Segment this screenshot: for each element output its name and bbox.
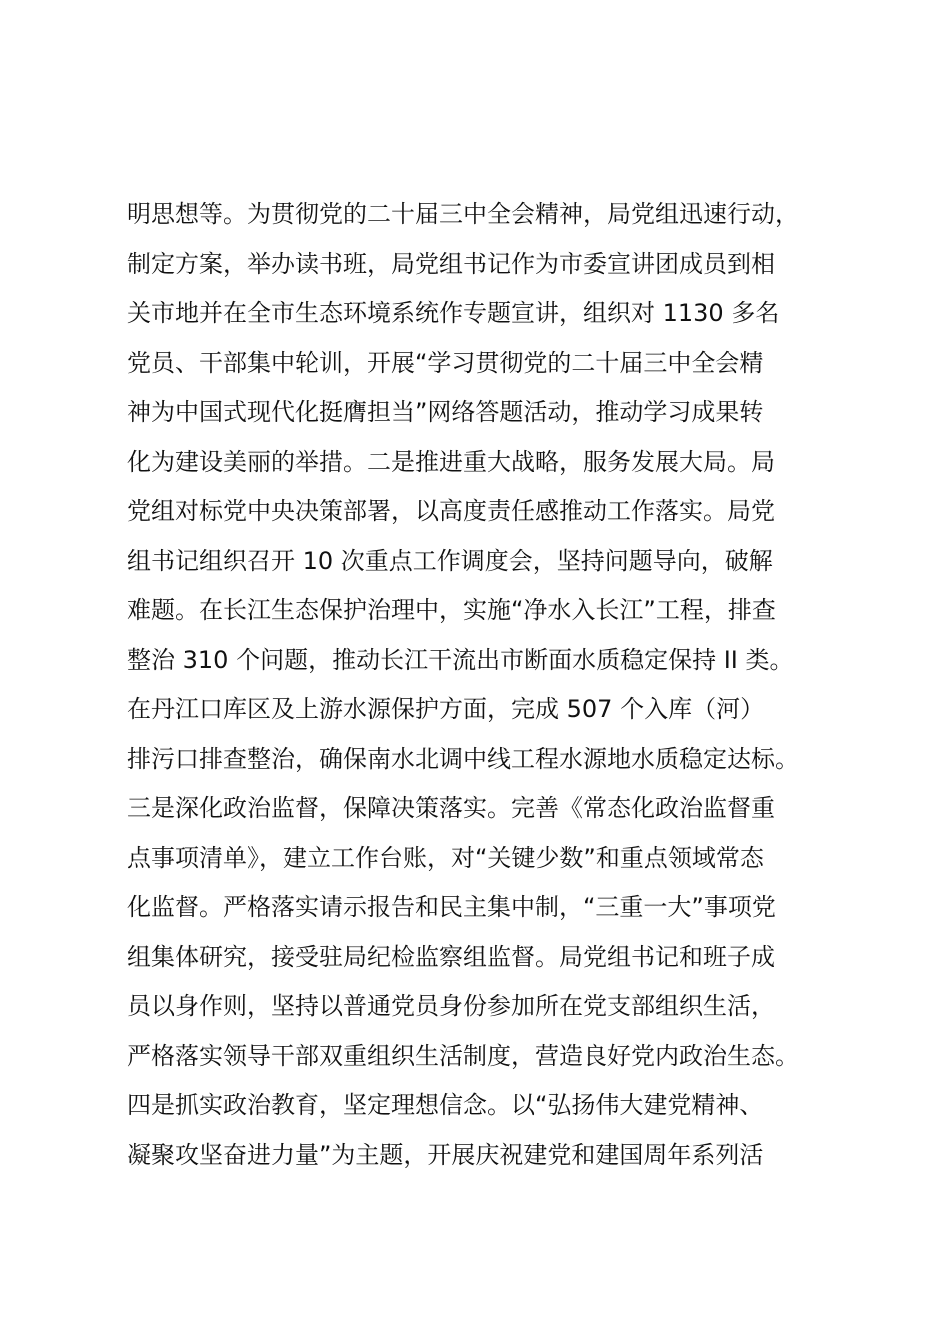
text-line: 在丹江口库区及上游水源保护方面，完成 507 个入库（河）: [127, 695, 765, 723]
text-line: 严格落实领导干部双重组织生活制度，营造良好党内政治生态。: [127, 1041, 799, 1070]
body-text: [127, 190, 847, 1180]
text-line: 党员、干部集中轮训，开展“学习贯彻党的二十届三中全会精: [127, 348, 764, 377]
text-line: 四是抓实政治教育，坚定理想信念。以“弘扬伟大建党精神、: [127, 1091, 764, 1119]
text-line: 神为中国式现代化挺膺担当”网络答题活动，推动学习成果转: [127, 398, 764, 426]
text-line: 组书记组织召开 10 次重点工作调度会，坚持问题导向，破解: [127, 546, 773, 575]
text-line: 难题。在长江生态保护治理中，实施“净水入长江”工程，排查: [127, 596, 776, 624]
text-line: 关市地并在全市生态环境系统作专题宣讲，组织对 1130 多名: [127, 299, 780, 327]
text-line: 点事项清单》，建立工作台账，对“关键少数”和重点领域常态: [127, 843, 764, 872]
text-line: 组集体研究，接受驻局纪检监察组监督。局党组书记和班子成: [127, 942, 775, 971]
text-line: 制定方案，举办读书班，局党组书记作为市委宣讲团成员到相: [127, 249, 775, 278]
text-line: 明思想等。为贯彻党的二十届三中全会精神，局党组迅速行动，: [127, 200, 799, 228]
text-line: 三是深化政治监督，保障决策落实。完善《常态化政治监督重: [127, 794, 775, 822]
text-line: 化监督。严格落实请示报告和民主集中制，“三重一大”事项党: [127, 893, 776, 921]
text-line: 员以身作则，坚持以普通党员身份参加所在党支部组织生活，: [127, 992, 775, 1020]
text-line: 排污口排查整治，确保南水北调中线工程水源地水质稳定达标。: [127, 744, 799, 773]
text-line: 整治 310 个问题，推动长江干流出市断面水质稳定保持 II 类。: [127, 645, 794, 674]
text-line: 化为建设美丽的举措。二是推进重大战略，服务发展大局。局: [127, 447, 775, 476]
text-line: 党组对标党中央决策部署，以高度责任感推动工作落实。局党: [127, 497, 775, 525]
text-line: 凝聚攻坚奋进力量”为主题，开展庆祝建党和建国周年系列活: [127, 1140, 764, 1169]
